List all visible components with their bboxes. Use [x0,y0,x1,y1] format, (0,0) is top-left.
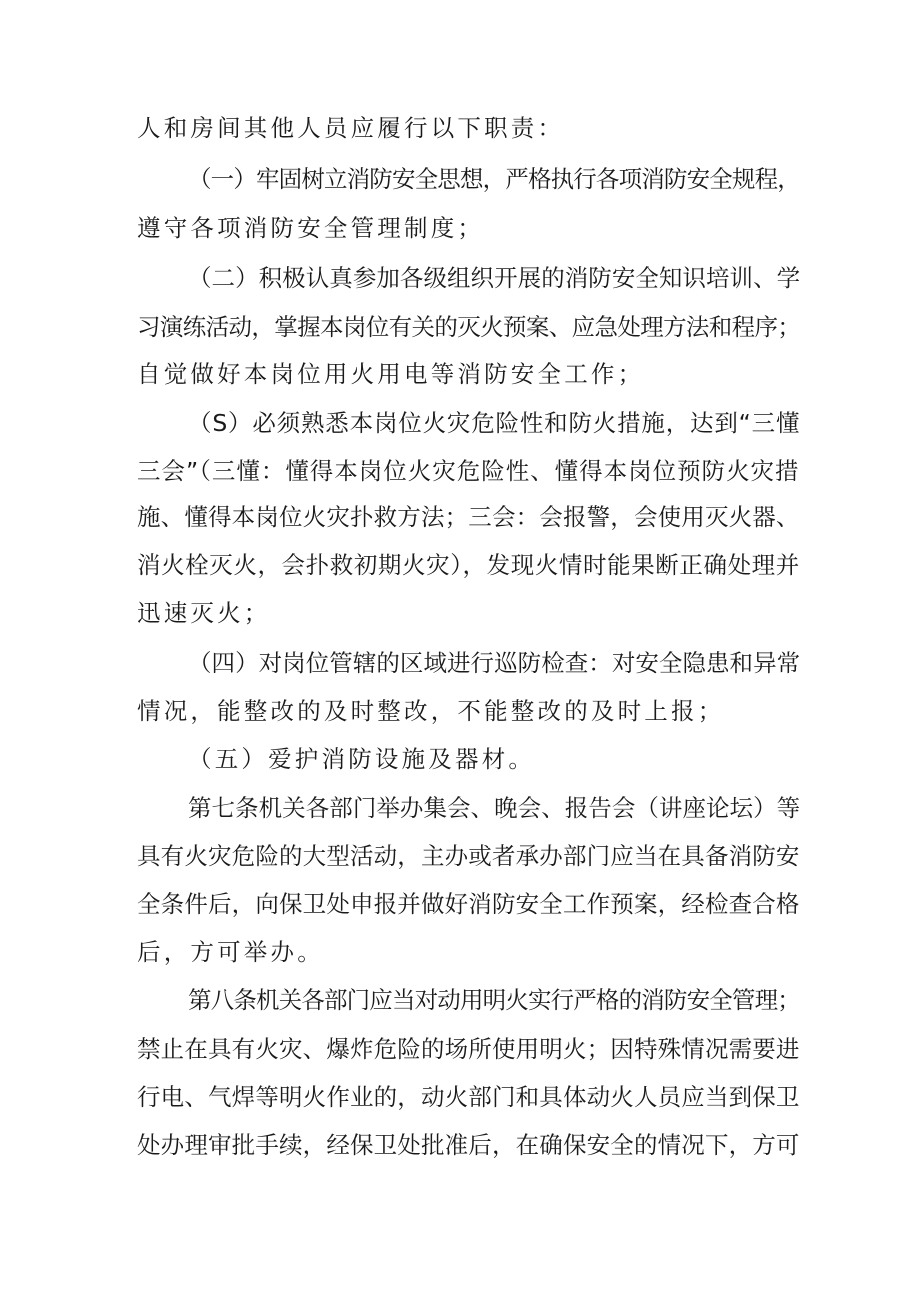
text-line: 施、懂得本岗位火灾扑救方法；三会：会报警，会使用灭火器、 [137,503,800,531]
text-line: 第八条机关各部门应当对动用明火实行严格的消防安全管理； [188,986,800,1014]
text-line: 三会”（三懂：懂得本岗位火灾危险性、懂得本岗位预防火灾措 [137,457,800,485]
text-line: （二）积极认真参加各级组织开展的消防安全知识培训、学 [188,264,801,292]
text-line: 后，方可举办。 [137,938,324,966]
text-line: （一）牢固树立消防安全思想，严格执行各项消防安全规程， [188,165,800,193]
text-line: 人和房间其他人员应履行以下职责： [137,114,565,142]
text-line: （S）必须熟悉本岗位火灾危险性和防火措施，达到“三懂 [188,409,801,437]
text-line: 迅速灭火； [137,599,271,627]
text-line: 处办理审批手续，经保卫处批准后，在确保安全的情况下，方可 [137,1131,800,1159]
text-line: 习演练活动，掌握本岗位有关的灭火预案、应急处理方法和程序； [137,313,801,341]
text-line: （四）对岗位管辖的区域进行巡防检查：对安全隐患和异常 [188,649,801,677]
text-line: 情况，能整改的及时整改，不能整改的及时上报； [137,697,725,725]
text-line: 禁止在具有火灾、爆炸危险的场所使用明火；因特殊情况需要进 [137,1035,800,1063]
text-line: 遵守各项消防安全管理制度； [137,214,485,242]
text-line: 自觉做好本岗位用火用电等消防安全工作； [137,360,645,388]
text-line: 全条件后，向保卫处申报并做好消防安全工作预案，经检查合格 [137,890,800,918]
text-line: 消火栓灭火，会扑救初期火灾），发现火情时能果断正确处理并 [137,551,800,579]
text-line: 具有火灾危险的大型活动，主办或者承办部门应当在具备消防安 [137,842,800,870]
text-line: （五）爱护消防设施及器材。 [188,745,536,773]
text-line: 第七条机关各部门举办集会、晚会、报告会（讲座论坛）等 [188,794,801,822]
text-line: 行电、气焊等明火作业的，动火部门和具体动火人员应当到保卫 [137,1083,800,1111]
